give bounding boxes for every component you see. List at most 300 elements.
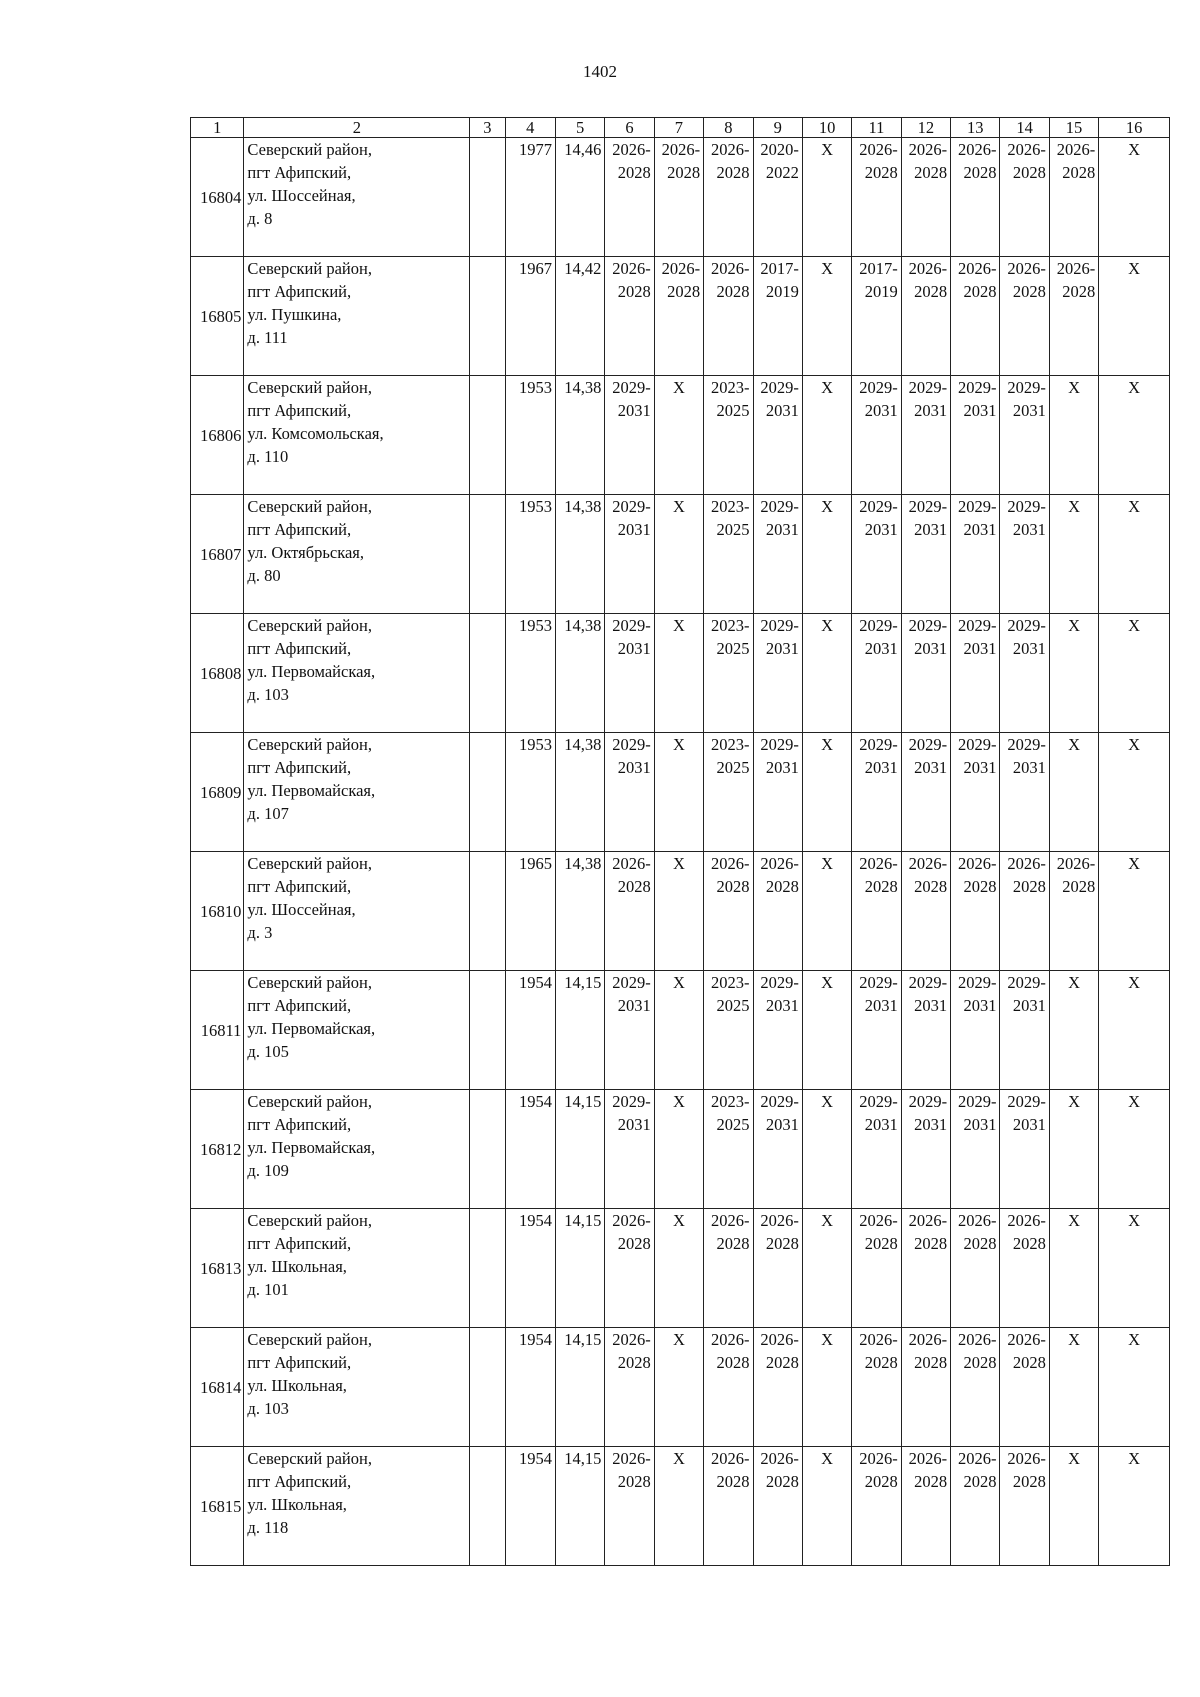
year-cell: 1953 <box>505 614 555 733</box>
period-year: 2025 <box>716 639 750 658</box>
period-cell <box>605 1209 654 1328</box>
period-cell <box>753 733 802 852</box>
not-applicable-mark: Х <box>1128 1092 1141 1111</box>
period-year: 2029- <box>1007 1092 1046 1111</box>
row-number-cell: 16810 <box>191 852 244 971</box>
table-row <box>191 495 1170 614</box>
not-applicable-mark: Х <box>821 140 834 159</box>
value-cell: 14,15 <box>555 1328 604 1447</box>
period-cell <box>1000 257 1049 376</box>
empty-cell <box>470 1090 505 1209</box>
not-applicable-mark: Х <box>821 735 834 754</box>
period-cell <box>802 495 851 614</box>
period-year: 2028 <box>963 282 997 301</box>
period-cell <box>1000 1328 1049 1447</box>
period-cell <box>802 614 851 733</box>
empty-cell <box>470 138 505 257</box>
period-year: 2026- <box>661 140 701 159</box>
not-applicable-mark: Х <box>1068 1211 1081 1230</box>
period-cell <box>1099 971 1170 1090</box>
table-row <box>191 1090 1170 1209</box>
period-year: 2031 <box>864 996 898 1015</box>
address-cell <box>244 971 470 1090</box>
period-year: 2026- <box>760 1330 799 1349</box>
period-cell <box>654 852 703 971</box>
row-number-cell: 16812 <box>191 1090 244 1209</box>
period-year: 2026- <box>1007 1449 1046 1468</box>
period-year: 2029- <box>859 616 898 635</box>
not-applicable-mark: Х <box>1128 854 1141 873</box>
table-row <box>191 1447 1170 1566</box>
period-year: 2029- <box>612 497 651 516</box>
period-cell <box>605 852 654 971</box>
value-cell: 14,38 <box>555 852 604 971</box>
year-cell: 1954 <box>505 1328 555 1447</box>
not-applicable-mark: Х <box>672 1330 685 1349</box>
address-line: Северский район, <box>247 140 372 159</box>
period-year: 2028 <box>914 1472 948 1491</box>
row-number-cell: 16815 <box>191 1447 244 1566</box>
period-cell <box>901 1328 950 1447</box>
period-year: 2020- <box>760 140 799 159</box>
period-cell <box>1099 614 1170 733</box>
value-cell: 14,38 <box>555 733 604 852</box>
period-year: 2029- <box>957 378 997 397</box>
period-cell <box>1099 138 1170 257</box>
period-cell <box>753 376 802 495</box>
period-year: 2023- <box>711 735 750 754</box>
address-cell <box>244 1209 470 1328</box>
address-line: Северский район, <box>247 1211 372 1230</box>
period-year: 2028 <box>667 163 701 182</box>
period-cell <box>704 1328 753 1447</box>
address-line: д. 103 <box>247 685 289 704</box>
period-year: 2031 <box>914 758 948 777</box>
row-number-cell: 16804 <box>191 138 244 257</box>
address-line: ул. Октябрьская, <box>247 543 365 562</box>
address-line: Северский район, <box>247 1330 372 1349</box>
address-line: пгт Афипский, <box>247 758 352 777</box>
period-year: 2026- <box>612 1211 651 1230</box>
period-cell <box>951 376 1000 495</box>
value-cell: 14,42 <box>555 257 604 376</box>
not-applicable-mark: Х <box>821 616 834 635</box>
year-cell: 1954 <box>505 971 555 1090</box>
period-year: 2022 <box>765 163 799 182</box>
period-cell <box>704 257 753 376</box>
period-year: 2028 <box>963 1234 997 1253</box>
period-year: 2026- <box>1056 259 1096 278</box>
address-cell <box>244 257 470 376</box>
address-line: пгт Афипский, <box>247 1115 352 1134</box>
period-cell <box>1099 495 1170 614</box>
period-cell <box>1049 257 1098 376</box>
address-line: Северский район, <box>247 735 372 754</box>
not-applicable-mark: Х <box>1128 1449 1141 1468</box>
address-line: ул. Первомайская, <box>247 1138 376 1157</box>
period-cell <box>654 733 703 852</box>
period-year: 2023- <box>711 378 750 397</box>
period-cell <box>802 1090 851 1209</box>
row-number-cell: 16813 <box>191 1209 244 1328</box>
period-year: 2026- <box>1007 1211 1046 1230</box>
period-cell <box>605 1090 654 1209</box>
period-year: 2029- <box>859 973 898 992</box>
period-year: 2026- <box>1056 140 1096 159</box>
not-applicable-mark: Х <box>672 735 685 754</box>
period-cell <box>901 733 950 852</box>
period-cell <box>901 1447 950 1566</box>
period-year: 2028 <box>864 1234 898 1253</box>
address-line: д. 3 <box>247 923 273 942</box>
not-applicable-mark: Х <box>1128 1211 1141 1230</box>
column-header: 3 <box>470 118 505 138</box>
not-applicable-mark: Х <box>672 497 685 516</box>
period-year: 2026- <box>612 1330 651 1349</box>
period-year: 2025 <box>716 996 750 1015</box>
address-line: д. 101 <box>247 1280 289 1299</box>
period-year: 2031 <box>765 758 799 777</box>
not-applicable-mark: Х <box>672 1092 685 1111</box>
not-applicable-mark: Х <box>672 616 685 635</box>
period-year: 2029- <box>1007 378 1046 397</box>
address-line: пгт Афипский, <box>247 877 352 896</box>
period-year: 2028 <box>716 1234 750 1253</box>
not-applicable-mark: Х <box>821 973 834 992</box>
value-cell: 14,46 <box>555 138 604 257</box>
period-year: 2031 <box>617 1115 651 1134</box>
period-year: 2028 <box>1012 282 1046 301</box>
period-year: 2029- <box>908 497 948 516</box>
period-year: 2029- <box>760 735 799 754</box>
period-cell <box>852 1090 901 1209</box>
period-year: 2028 <box>716 877 750 896</box>
empty-cell <box>470 614 505 733</box>
period-year: 2031 <box>617 401 651 420</box>
column-header: 11 <box>852 118 901 138</box>
period-cell <box>852 614 901 733</box>
address-line: ул. Пушкина, <box>247 305 342 324</box>
row-number-cell: 16808 <box>191 614 244 733</box>
period-cell <box>654 257 703 376</box>
address-line: ул. Первомайская, <box>247 1019 376 1038</box>
period-cell <box>901 376 950 495</box>
period-cell <box>901 1209 950 1328</box>
period-year: 2028 <box>716 1472 750 1491</box>
period-year: 2029- <box>612 735 651 754</box>
column-header: 5 <box>555 118 604 138</box>
period-year: 2029- <box>957 1092 997 1111</box>
period-year: 2028 <box>864 1472 898 1491</box>
period-year: 2017- <box>760 259 799 278</box>
period-year: 2028 <box>963 163 997 182</box>
period-year: 2026- <box>957 259 997 278</box>
period-year: 2026- <box>1056 854 1096 873</box>
column-header: 4 <box>505 118 555 138</box>
address-line: Северский район, <box>247 497 372 516</box>
period-year: 2031 <box>1012 996 1046 1015</box>
period-cell <box>605 257 654 376</box>
period-cell <box>951 1209 1000 1328</box>
period-cell <box>1049 614 1098 733</box>
empty-cell <box>470 971 505 1090</box>
period-year: 2031 <box>914 520 948 539</box>
empty-cell <box>470 852 505 971</box>
column-header: 6 <box>605 118 654 138</box>
period-cell <box>1049 1447 1098 1566</box>
period-cell <box>802 1447 851 1566</box>
period-year: 2026- <box>612 854 651 873</box>
period-year: 2026- <box>1007 259 1046 278</box>
value-cell: 14,15 <box>555 1447 604 1566</box>
period-cell <box>1000 495 1049 614</box>
table-row <box>191 971 1170 1090</box>
period-year: 2029- <box>760 973 799 992</box>
address-line: ул. Школьная, <box>247 1495 347 1514</box>
address-line: пгт Афипский, <box>247 401 352 420</box>
not-applicable-mark: Х <box>672 1449 685 1468</box>
period-year: 2031 <box>765 401 799 420</box>
period-cell <box>852 376 901 495</box>
period-cell <box>901 852 950 971</box>
period-year: 2029- <box>1007 497 1046 516</box>
period-year: 2026- <box>1007 854 1046 873</box>
period-year: 2031 <box>1012 401 1046 420</box>
period-year: 2025 <box>716 401 750 420</box>
not-applicable-mark: Х <box>821 854 834 873</box>
address-line: ул. Шоссейная, <box>247 900 356 919</box>
address-cell <box>244 852 470 971</box>
period-cell <box>654 1447 703 1566</box>
not-applicable-mark: Х <box>821 1211 834 1230</box>
column-number-row <box>191 118 1170 138</box>
period-cell <box>951 852 1000 971</box>
period-year: 2031 <box>765 996 799 1015</box>
period-year: 2029- <box>612 1092 651 1111</box>
period-year: 2031 <box>1012 639 1046 658</box>
table-row <box>191 1209 1170 1328</box>
period-cell <box>605 614 654 733</box>
period-year: 2025 <box>716 520 750 539</box>
address-line: Северский район, <box>247 973 372 992</box>
period-cell <box>1049 376 1098 495</box>
period-cell <box>852 1209 901 1328</box>
address-cell <box>244 1328 470 1447</box>
period-year: 2028 <box>1062 877 1096 896</box>
period-cell <box>605 1447 654 1566</box>
period-year: 2031 <box>864 401 898 420</box>
period-year: 2026- <box>908 1330 948 1349</box>
empty-cell <box>470 733 505 852</box>
table-row <box>191 138 1170 257</box>
period-year: 2028 <box>963 1472 997 1491</box>
table-row <box>191 852 1170 971</box>
not-applicable-mark: Х <box>1068 1092 1081 1111</box>
column-header: 14 <box>1000 118 1049 138</box>
period-year: 2031 <box>864 758 898 777</box>
not-applicable-mark: Х <box>1128 497 1141 516</box>
address-cell <box>244 1447 470 1566</box>
period-year: 2028 <box>914 1234 948 1253</box>
period-year: 2026- <box>957 1330 997 1349</box>
period-year: 2028 <box>716 1353 750 1372</box>
period-year: 2028 <box>1012 1472 1046 1491</box>
address-line: д. 111 <box>247 328 288 347</box>
column-header: 7 <box>654 118 703 138</box>
column-header: 9 <box>753 118 802 138</box>
period-year: 2028 <box>617 877 651 896</box>
period-cell <box>802 1209 851 1328</box>
period-cell <box>852 495 901 614</box>
period-cell <box>605 1328 654 1447</box>
period-cell <box>1000 733 1049 852</box>
year-cell: 1977 <box>505 138 555 257</box>
period-year: 2029- <box>859 378 898 397</box>
period-year: 2028 <box>617 1472 651 1491</box>
value-cell: 14,38 <box>555 376 604 495</box>
period-year: 2031 <box>914 1115 948 1134</box>
period-year: 2019 <box>765 282 799 301</box>
period-year: 2025 <box>716 758 750 777</box>
not-applicable-mark: Х <box>1128 378 1141 397</box>
period-cell <box>704 614 753 733</box>
period-cell <box>753 971 802 1090</box>
column-header: 8 <box>704 118 753 138</box>
period-year: 2026- <box>760 1449 799 1468</box>
period-year: 2026- <box>711 1449 750 1468</box>
address-line: д. 103 <box>247 1399 289 1418</box>
address-line: д. 110 <box>247 447 289 466</box>
period-year: 2026- <box>859 1449 898 1468</box>
period-cell <box>1099 376 1170 495</box>
period-cell <box>704 1447 753 1566</box>
period-year: 2029- <box>908 735 948 754</box>
period-year: 2031 <box>914 401 948 420</box>
period-year: 2026- <box>612 140 651 159</box>
period-year: 2029- <box>760 1092 799 1111</box>
column-header: 15 <box>1049 118 1098 138</box>
period-year: 2029- <box>1007 973 1046 992</box>
period-cell <box>852 257 901 376</box>
period-cell <box>951 971 1000 1090</box>
period-cell <box>951 614 1000 733</box>
not-applicable-mark: Х <box>821 378 834 397</box>
period-cell <box>951 733 1000 852</box>
not-applicable-mark: Х <box>1128 735 1141 754</box>
period-cell <box>753 1328 802 1447</box>
address-line: д. 109 <box>247 1161 289 1180</box>
period-cell <box>654 971 703 1090</box>
period-year: 2026- <box>957 1449 997 1468</box>
empty-cell <box>470 257 505 376</box>
address-line: д. 107 <box>247 804 289 823</box>
period-cell <box>802 733 851 852</box>
period-cell <box>1049 1090 1098 1209</box>
period-cell <box>951 1328 1000 1447</box>
period-year: 2026- <box>859 1211 898 1230</box>
period-cell <box>951 1090 1000 1209</box>
year-cell: 1954 <box>505 1447 555 1566</box>
period-cell <box>802 257 851 376</box>
period-cell <box>704 138 753 257</box>
period-cell <box>753 1090 802 1209</box>
not-applicable-mark: Х <box>1128 616 1141 635</box>
period-year: 2028 <box>617 163 651 182</box>
period-cell <box>1049 1328 1098 1447</box>
period-year: 2031 <box>914 996 948 1015</box>
period-year: 2028 <box>765 1353 799 1372</box>
period-year: 2029- <box>908 973 948 992</box>
period-cell <box>704 852 753 971</box>
period-cell <box>654 376 703 495</box>
period-year: 2028 <box>765 1234 799 1253</box>
period-year: 2029- <box>859 497 898 516</box>
period-year: 2026- <box>711 1330 750 1349</box>
period-cell <box>901 971 950 1090</box>
period-year: 2026- <box>661 259 701 278</box>
not-applicable-mark: Х <box>672 1211 685 1230</box>
address-line: д. 118 <box>247 1518 289 1537</box>
period-cell <box>753 852 802 971</box>
period-year: 2028 <box>864 163 898 182</box>
table-row <box>191 733 1170 852</box>
period-cell <box>1099 852 1170 971</box>
address-line: Северский район, <box>247 1449 372 1468</box>
empty-cell <box>470 376 505 495</box>
period-year: 2031 <box>1012 1115 1046 1134</box>
row-number-cell: 16805 <box>191 257 244 376</box>
period-year: 2031 <box>864 520 898 539</box>
period-year: 2029- <box>1007 735 1046 754</box>
period-year: 2028 <box>914 163 948 182</box>
period-year: 2028 <box>617 1353 651 1372</box>
period-year: 2026- <box>908 259 948 278</box>
address-line: пгт Афипский, <box>247 1353 352 1372</box>
period-cell <box>1000 971 1049 1090</box>
address-line: пгт Афипский, <box>247 163 352 182</box>
period-cell <box>704 971 753 1090</box>
period-year: 2028 <box>667 282 701 301</box>
period-cell <box>951 138 1000 257</box>
not-applicable-mark: Х <box>821 1449 834 1468</box>
period-cell <box>753 614 802 733</box>
address-line: ул. Комсомольская, <box>247 424 384 443</box>
period-cell <box>901 614 950 733</box>
value-cell: 14,15 <box>555 971 604 1090</box>
year-cell: 1954 <box>505 1090 555 1209</box>
period-cell <box>605 376 654 495</box>
period-year: 2028 <box>864 1353 898 1372</box>
period-cell <box>901 1090 950 1209</box>
registry-table <box>190 117 1170 1566</box>
period-cell <box>1000 852 1049 971</box>
period-year: 2029- <box>612 378 651 397</box>
period-year: 2026- <box>859 140 898 159</box>
value-cell: 14,15 <box>555 1209 604 1328</box>
period-year: 2028 <box>1012 1353 1046 1372</box>
period-cell <box>852 852 901 971</box>
address-line: ул. Шоссейная, <box>247 186 356 205</box>
period-cell <box>605 138 654 257</box>
period-cell <box>1049 733 1098 852</box>
period-cell <box>802 852 851 971</box>
address-cell <box>244 733 470 852</box>
period-year: 2031 <box>1012 520 1046 539</box>
empty-cell <box>470 1209 505 1328</box>
period-year: 2028 <box>963 877 997 896</box>
column-header: 13 <box>951 118 1000 138</box>
period-cell <box>1049 852 1098 971</box>
